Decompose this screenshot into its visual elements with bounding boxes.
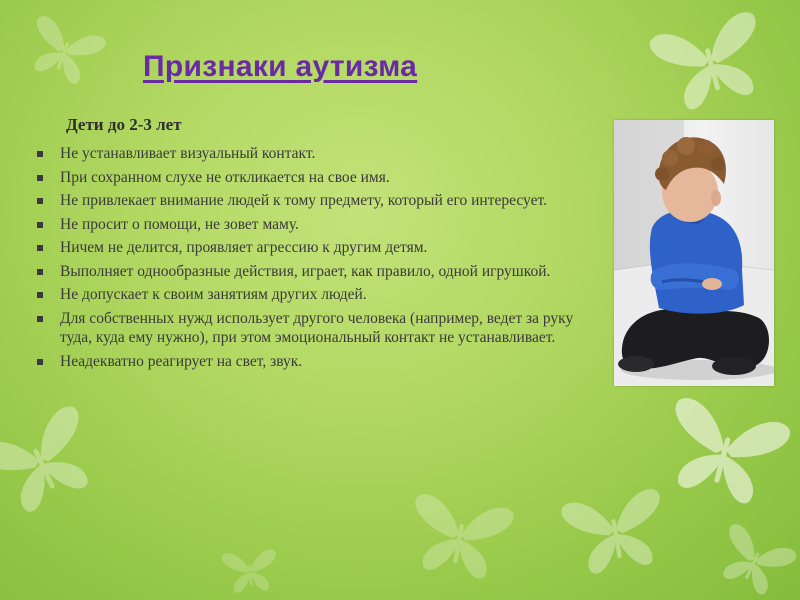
square-bullet-icon [37,222,43,228]
slide-title: Признаки аутизма [143,50,418,83]
butterfly-icon [391,470,528,599]
butterfly-icon [627,0,793,136]
list-item [36,168,592,188]
list-item [36,191,592,211]
square-bullet-icon [37,316,43,322]
list-item-text: Для собственных нужд использует другого человека (например, ведет за руку туда, куда ему нужно), при этом эмоциональный контакт не устанавливает. [60,309,574,346]
list-item-text: При сохранном слухе не откликается на свое имя. [60,168,390,186]
square-bullet-icon [37,198,43,204]
child-photo [614,120,774,386]
list-item-text: Ничем не делится, проявляет агрессию к другим детям. [60,239,428,256]
square-bullet-icon [37,269,43,275]
list-item [36,144,592,164]
symptom-list [36,144,592,375]
list-item-text: Не просит о помощи, не зовет маму. [60,215,299,233]
butterfly-icon [0,376,122,545]
butterfly-icon [644,366,800,535]
list-item [36,215,592,235]
list-item [36,285,592,305]
list-item [36,352,592,372]
slide-subtitle: Дети до 2-3 лет [66,115,182,134]
square-bullet-icon [37,175,43,181]
butterfly-icon [9,0,121,103]
square-bullet-icon [37,359,43,365]
list-item [36,309,592,348]
square-bullet-icon [37,292,43,298]
list-item-text: Не устанавливает визуальный контакт. [60,145,316,162]
list-item-text: Не привлекает внимание людей к тому предмету, который его интересует. [60,192,547,209]
butterfly-icon [208,537,293,600]
list-item [36,238,592,258]
list-item [36,262,592,282]
square-bullet-icon [37,245,43,251]
list-item-text: Неадекватно реагирует на свет, звук. [60,352,303,370]
square-bullet-icon [37,151,43,157]
butterfly-icon [550,461,679,598]
list-item-text: Выполняет однообразные действия, играет, как правило, одной игрушкой. [60,262,551,280]
list-item-text: Не допускает к своим занятиям других людей. [60,286,367,303]
